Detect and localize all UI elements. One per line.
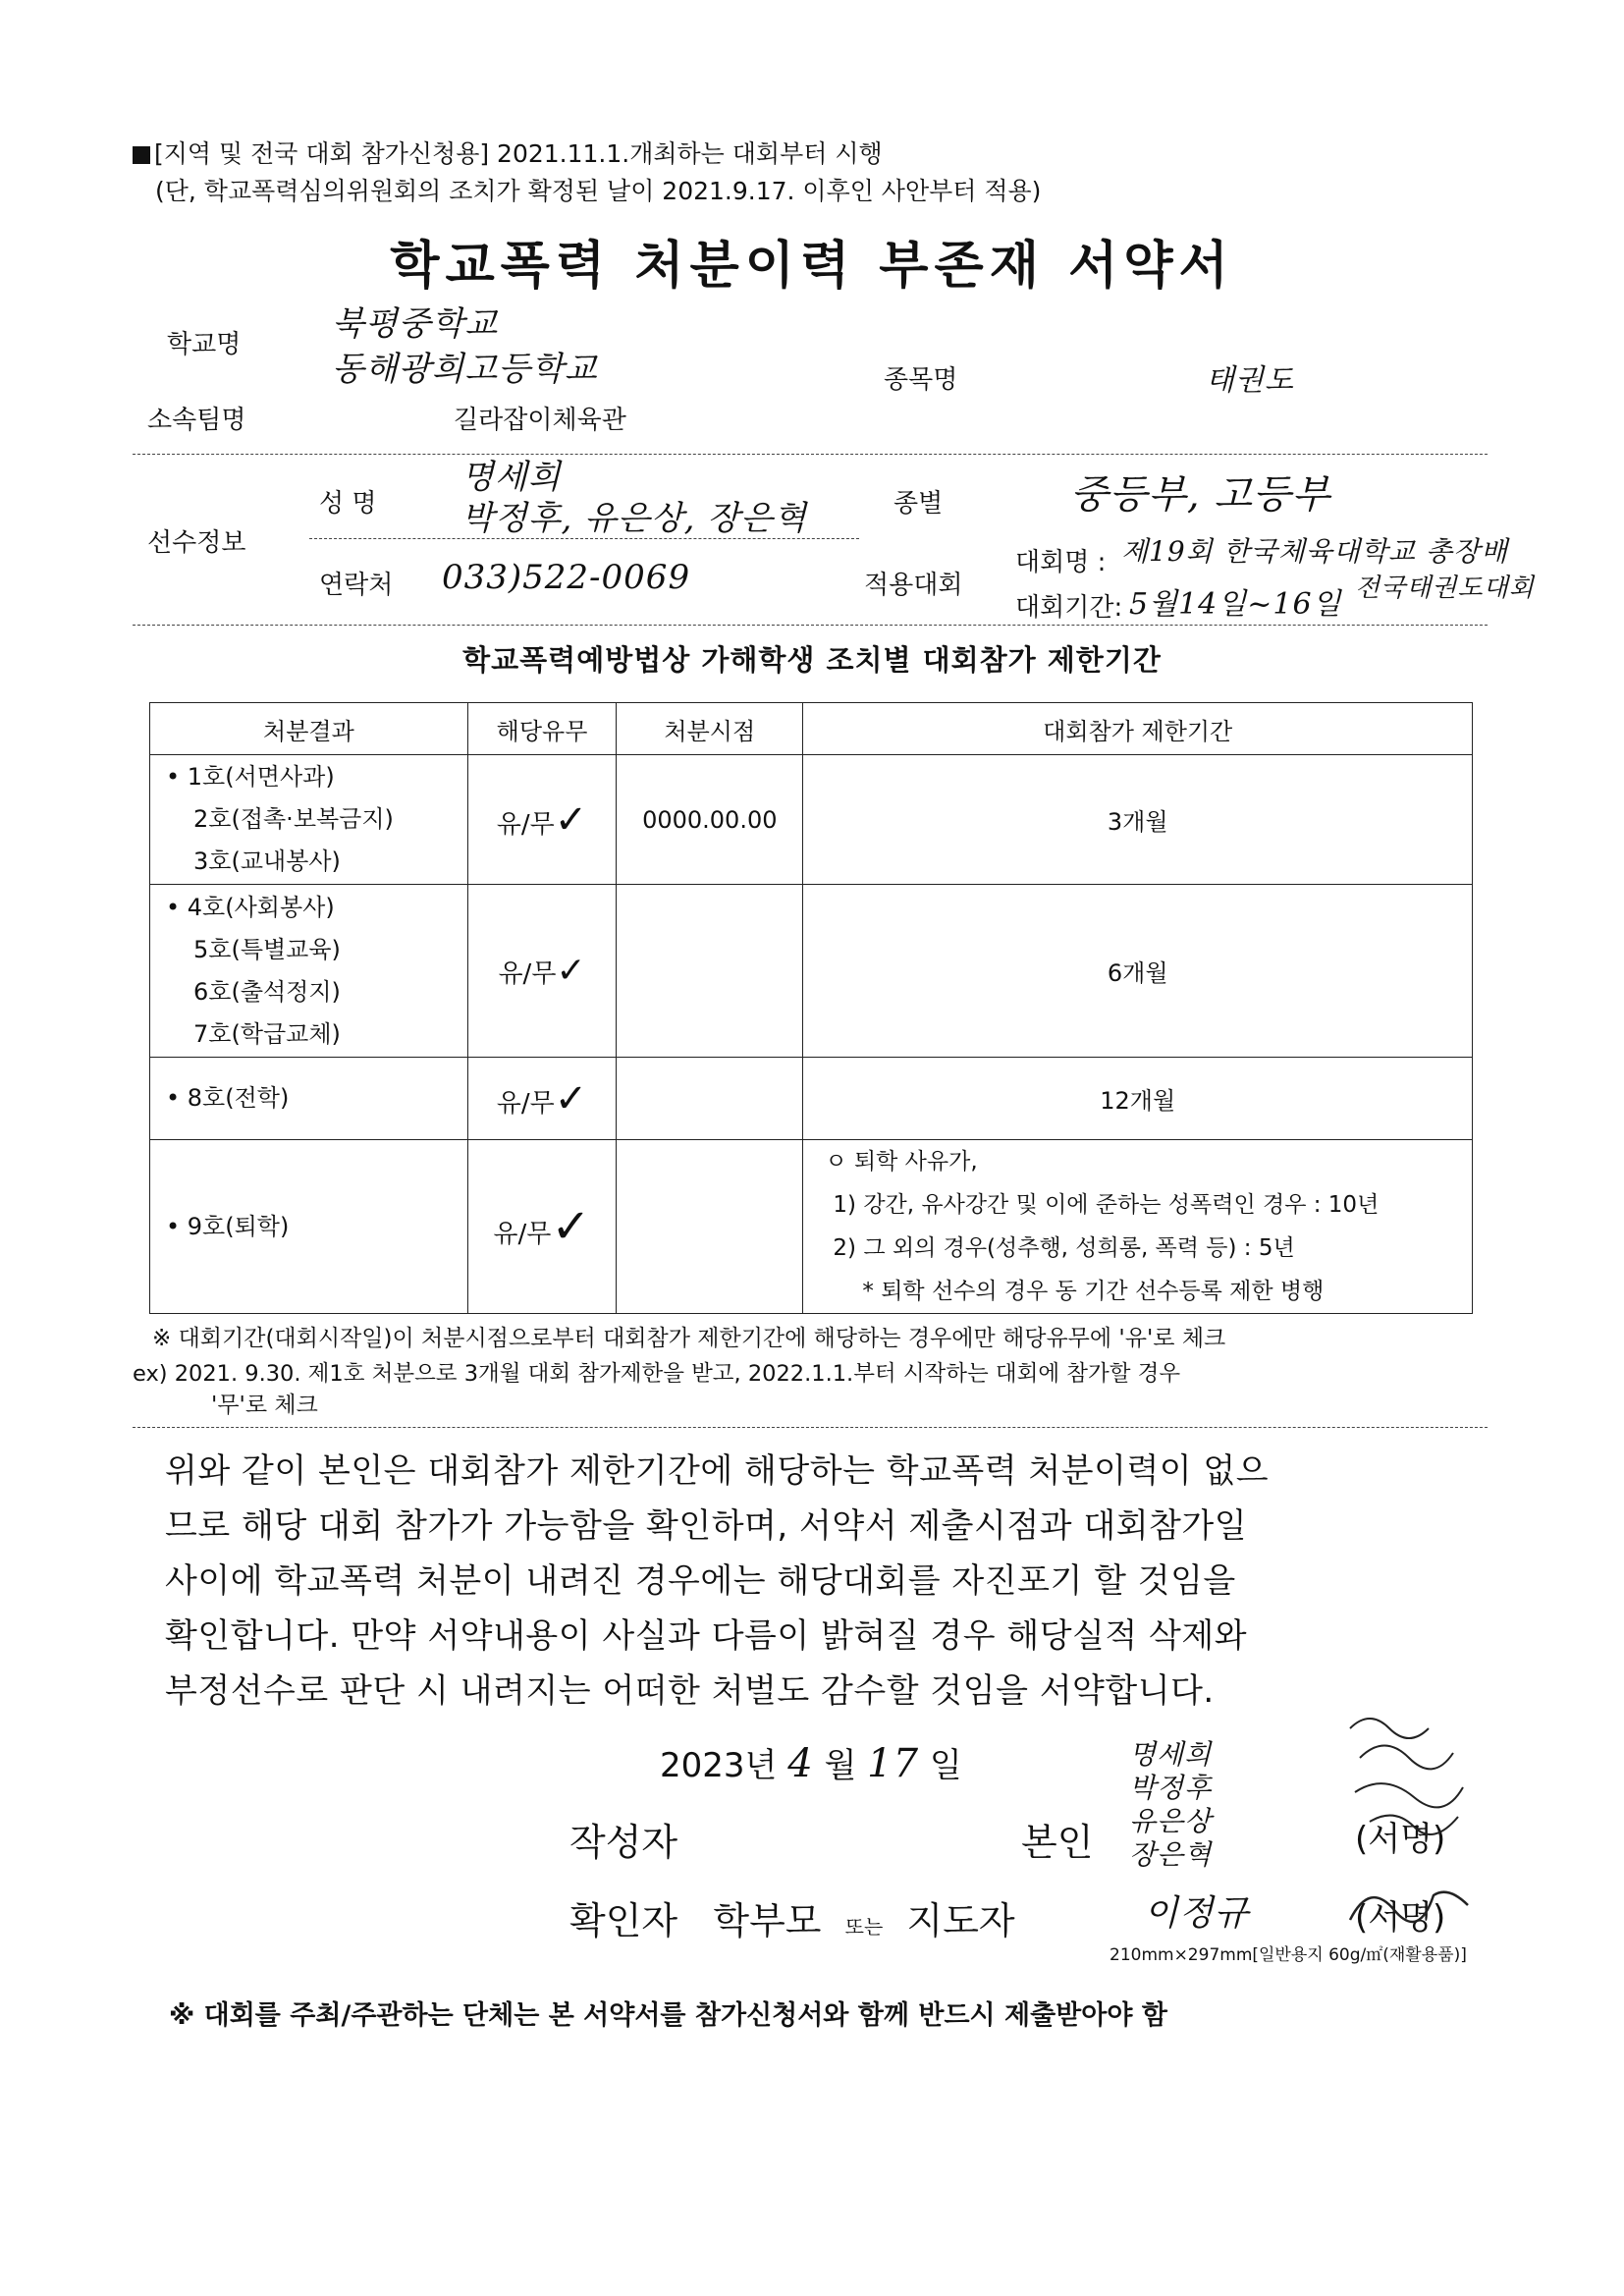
- table-header-row: [150, 703, 1473, 755]
- applicable-check: 유/무✓: [467, 885, 616, 1058]
- restriction-table: [149, 702, 1473, 1314]
- disposition-date: [617, 1140, 803, 1314]
- disposition-date: 0000.00.00: [617, 755, 803, 885]
- divider: [309, 538, 859, 539]
- confirm-label: 확인자 학부모 또는 지도자: [569, 1899, 1015, 1942]
- athlete-info-label: 선수정보: [147, 528, 246, 558]
- checkmark-icon: ✓: [556, 951, 586, 991]
- paper-spec: 210mm×297mm[일반용지 60g/㎡(재활용품)]: [1110, 1945, 1467, 1965]
- table-row: [150, 1140, 1473, 1314]
- header-restriction-period: 대회참가 제한기간: [803, 703, 1473, 755]
- competition-name-value-2: 전국태권도대회: [1355, 574, 1535, 603]
- table-row: [150, 1058, 1473, 1140]
- page-title: 학교폭력 처분이력 부존재 서약서: [390, 237, 1234, 296]
- pledge-paragraph: 위와 같이 본인은 대회참가 제한기간에 해당하는 학교폭력 처분이력이 없으 므로 해당 대회 참가가 가능함을 확인하며, 서약서 제출시점과 대회참가일 사이에 학교폭력 처분이 내려진 경우에는 해당대회를 자진포기 할 것임을 확인합니다. 만약 서약내용이 사실과 다름이 밝혀질 경우 해당실적 삭제와 부정선수로 판단 시 내려지는 어떠한 처벌도 감수할 것임을 서약합니다.: [165, 1451, 1270, 1711]
- restriction-period-expulsion: ㅇ 퇴학 사유가, 1) 강간, 유사강간 및 이에 준하는 성폭력인 경우 : 10년 2) 그 외의 경우(성추행, 성희롱, 폭력 등) : 5년 * 퇴학 선수의 경우 동 기간 선수등록 제한 병행: [803, 1140, 1473, 1314]
- disposition-cell: • 1호(서면사과) 2호(접촉·보복금지) 3호(교내봉사): [150, 755, 468, 885]
- name-label: 성 명: [319, 489, 377, 519]
- coach-sign-label: (서명): [1355, 1898, 1446, 1938]
- team-value: 길라잡이체육관: [454, 406, 626, 435]
- disposition-date: [617, 1058, 803, 1140]
- division-value: 중등부, 고등부: [1070, 472, 1331, 518]
- disposition-cell: • 4호(사회봉사) 5호(특별교육) 6호(출석정지) 7호(학급교체): [150, 885, 468, 1058]
- restriction-period: 6개월: [803, 885, 1473, 1058]
- contact-value: 033)522-0069: [442, 558, 691, 597]
- self-signature-scribble: [1330, 1699, 1488, 1846]
- applied-competition-label: 적용대회: [864, 571, 963, 600]
- applicable-check: 유/무✓: [467, 1058, 616, 1140]
- disposition-cell: • 9호(퇴학): [150, 1140, 468, 1314]
- note-example: ex) 2021. 9.30. 제1호 처분으로 3개월 대회 참가제한을 받고, 2022.1.1.부터 시작하는 대회에 참가할 경우: [133, 1361, 1181, 1387]
- checkmark-icon: ✓: [554, 796, 588, 843]
- event-label: 종목명: [884, 365, 958, 395]
- divider: [133, 1427, 1488, 1428]
- note-example-cont: '무'로 체크: [211, 1393, 318, 1418]
- header-disposition-date: 처분시점: [617, 703, 803, 755]
- team-label: 소속팀명: [147, 406, 246, 435]
- self-names: 명세희 박정후 유은상 장은혁: [1129, 1738, 1213, 1871]
- coach-name: 이정규: [1144, 1893, 1250, 1934]
- header-line-2: (단, 학교폭력심의위원회의 조치가 확정된 날이 2021.9.17. 이후인 사안부터 적용): [155, 177, 1042, 205]
- competition-name-label: 대회명 :: [1015, 548, 1107, 577]
- table-row: [150, 755, 1473, 885]
- checkmark-icon: ✓: [554, 1075, 588, 1121]
- name-value-2: 박정후, 유은상, 장은혁: [461, 499, 807, 538]
- checkmark-icon: ✓: [551, 1199, 591, 1254]
- restriction-period: 3개월: [803, 755, 1473, 885]
- division-label: 종별: [893, 489, 944, 519]
- divider: [133, 625, 1488, 626]
- header-line-1: [지역 및 전국 대회 참가신청용] 2021.11.1.개최하는 대회부터 시행: [133, 137, 883, 171]
- table-row: [150, 885, 1473, 1058]
- coach-signature-scribble: [1335, 1866, 1483, 1944]
- competition-name-value-1: 제19회 한국체육대학교 총장배: [1121, 535, 1509, 568]
- disposition-date: [617, 885, 803, 1058]
- divider: [133, 454, 1488, 455]
- note-check-rule: ※ 대회기간(대회시작일)이 처분시점으로부터 대회참가 제한기간에 해당하는 경우에만 해당유무에 '유'로 체크: [152, 1326, 1226, 1351]
- school-value-2: 동해광희고등학교: [332, 350, 598, 389]
- self-sign-label: (서명): [1355, 1820, 1446, 1859]
- competition-period-value: 5월14일~16일: [1129, 587, 1342, 622]
- event-value: 태권도: [1206, 363, 1294, 398]
- header-disposition: 처분결과: [150, 703, 468, 755]
- writer-label: 작성자: [569, 1821, 678, 1864]
- restriction-period: 12개월: [803, 1058, 1473, 1140]
- school-label: 학교명: [167, 330, 242, 359]
- name-value-1: 명세희: [461, 458, 562, 497]
- school-value-1: 북평중학교: [332, 304, 499, 344]
- header-applicable: 해당유무: [467, 703, 616, 755]
- self-label: 본인: [1021, 1821, 1094, 1864]
- table-subtitle: 학교폭력예방법상 가해학생 조치별 대회참가 제한기간: [462, 643, 1162, 677]
- applicable-check: 유/무✓: [467, 1140, 616, 1314]
- disposition-cell: • 8호(전학): [150, 1058, 468, 1140]
- pledge-date: 2023년 4 월 17 일: [660, 1741, 962, 1786]
- footer-notice: ※ 대회를 주최/주관하는 단체는 본 서약서를 참가신청서와 함께 반드시 제출받아야 함: [169, 2000, 1167, 2031]
- competition-period-label: 대회기간:: [1015, 593, 1123, 623]
- contact-label: 연락처: [319, 571, 394, 600]
- square-bullet-icon: [133, 146, 150, 164]
- applicable-check: 유/무✓: [467, 755, 616, 885]
